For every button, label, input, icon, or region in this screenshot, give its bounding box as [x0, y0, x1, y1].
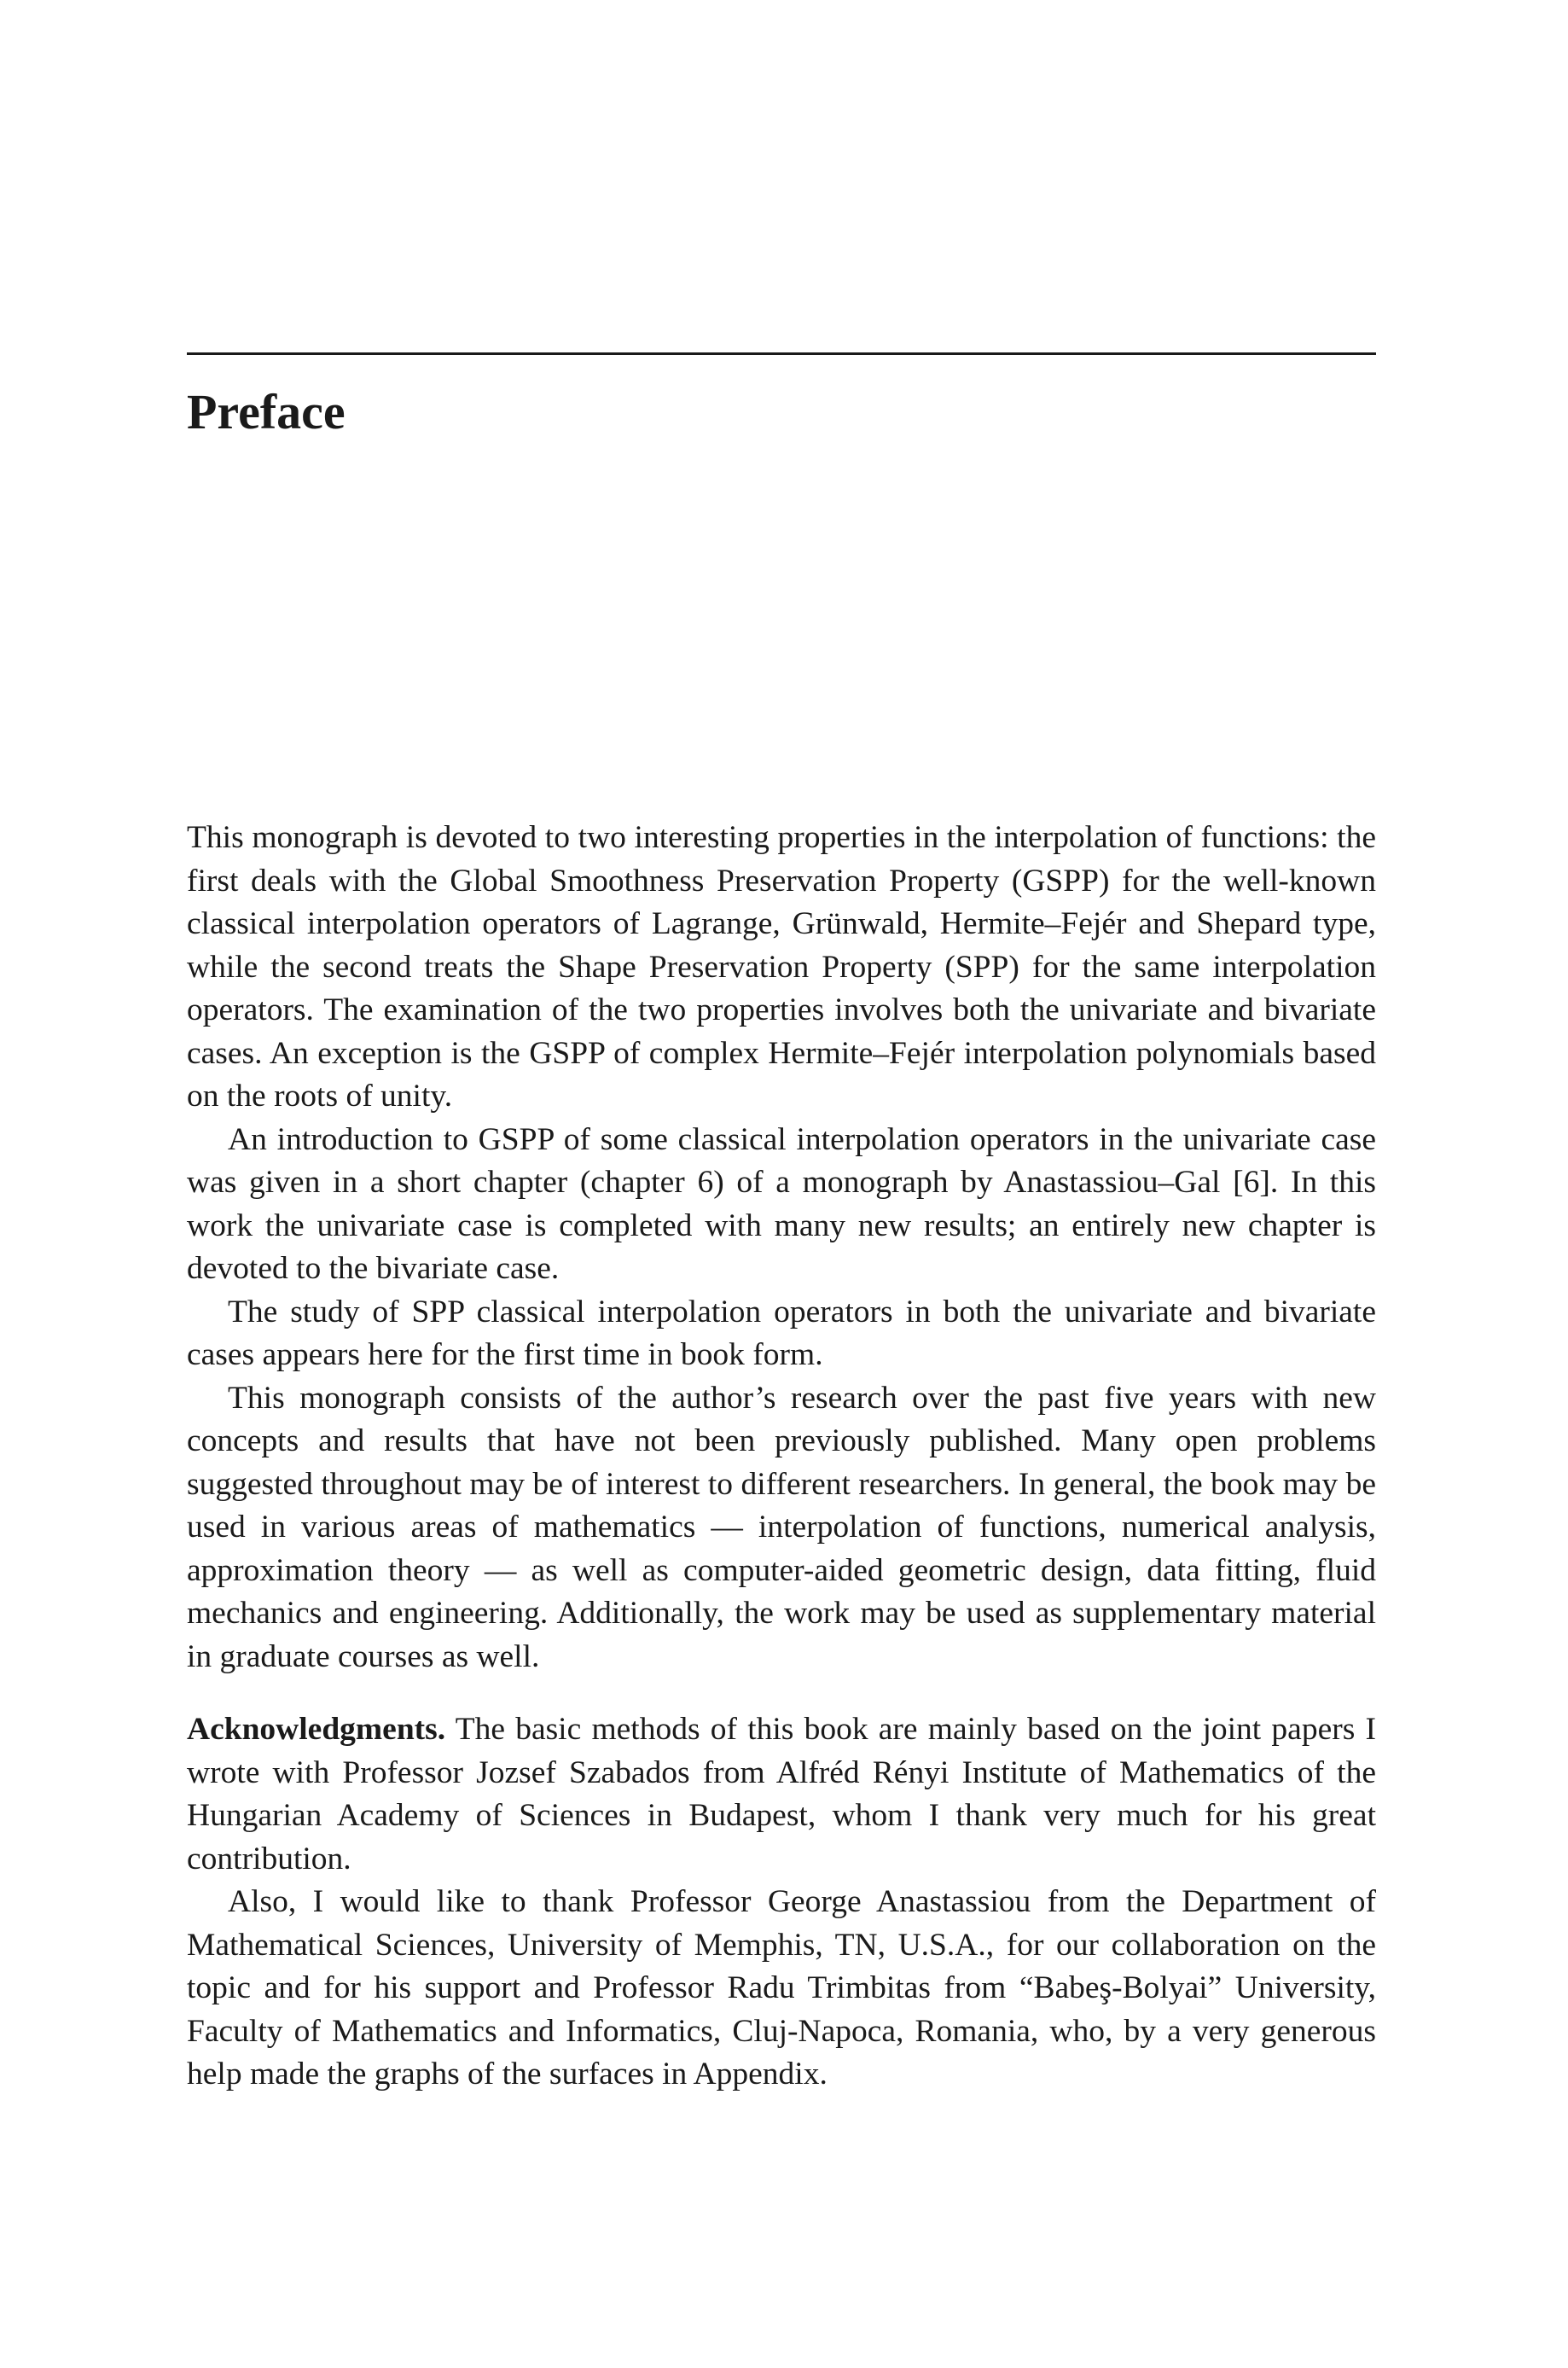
acknowledgments-paragraph: Also, I would like to thank Professor George Anastassiou from the Department of Mathematical Sciences, University of Memphis, TN, U.S.A., for our collaboration on the topic and for his support and Professor Radu Trimbitas from “Babeş-Bolyai” University, Faculty of Mathematics and Informatics, Cluj-Napoca, Romania, who, by a very generous help made the graphs of the surfaces in Appendix. [187, 1884, 1376, 2092]
acknowledgments-section [187, 1708, 1376, 2097]
page-title: Preface [187, 384, 346, 439]
body-paragraph: This monograph consists of the author’s research over the past five years with new concepts and results that have not been previously published. Many open problems suggested throughout may be of interest to different researchers. In general, the book may be used in various areas of mathematics — interpolation of functions, numerical analysis, approximation theory — as well as computer-aided geometric design, data fitting, fluid mechanics and engineering. Additionally, the work may be used as supplementary material in graduate courses as well. [187, 1380, 1376, 1674]
body-paragraph: An introduction to GSPP of some classical interpolation operators in the univariate case was given in a short chapter (chapter 6) of a monograph by Anastassiou–Gal [6]. In this work the univariate case is completed with many new results; an entirely new chapter is devoted to the bivariate case. [187, 1121, 1376, 1286]
acknowledgments-text: The basic methods of this book are mainly based on the joint papers I wrote with Professor Jozsef Szabados from Alfréd Rényi Institute of Mathematics of the Hungarian Academy of Sciences in Budapest, whom I thank very much for his great contribution. [187, 1712, 1376, 1876]
body-paragraph: This monograph is devoted to two interesting properties in the interpolation of functions: the first deals with the Global Smoothness Preservation Property (GSPP) for the well-known classical interpolation operators of Lagrange, Grünwald, Hermite–Fejér and Shepard type, while the second treats the Shape Preservation Property (SPP) for the same interpolation operators. The examination of the two properties involves both the univariate and bivariate cases. An exception is the GSPP of complex Hermite–Fejér interpolation polynomials based on the roots of unity. [187, 820, 1376, 1114]
title-rule [187, 352, 1376, 355]
acknowledgments-paragraph [187, 1708, 1376, 1881]
preface-body [187, 817, 1376, 1679]
body-paragraph: The study of SPP classical interpolation operators in both the univariate and bivariate cases appears here for the first time in book form. [187, 1294, 1376, 1372]
acknowledgments-label: Acknowledgments. [187, 1712, 446, 1747]
